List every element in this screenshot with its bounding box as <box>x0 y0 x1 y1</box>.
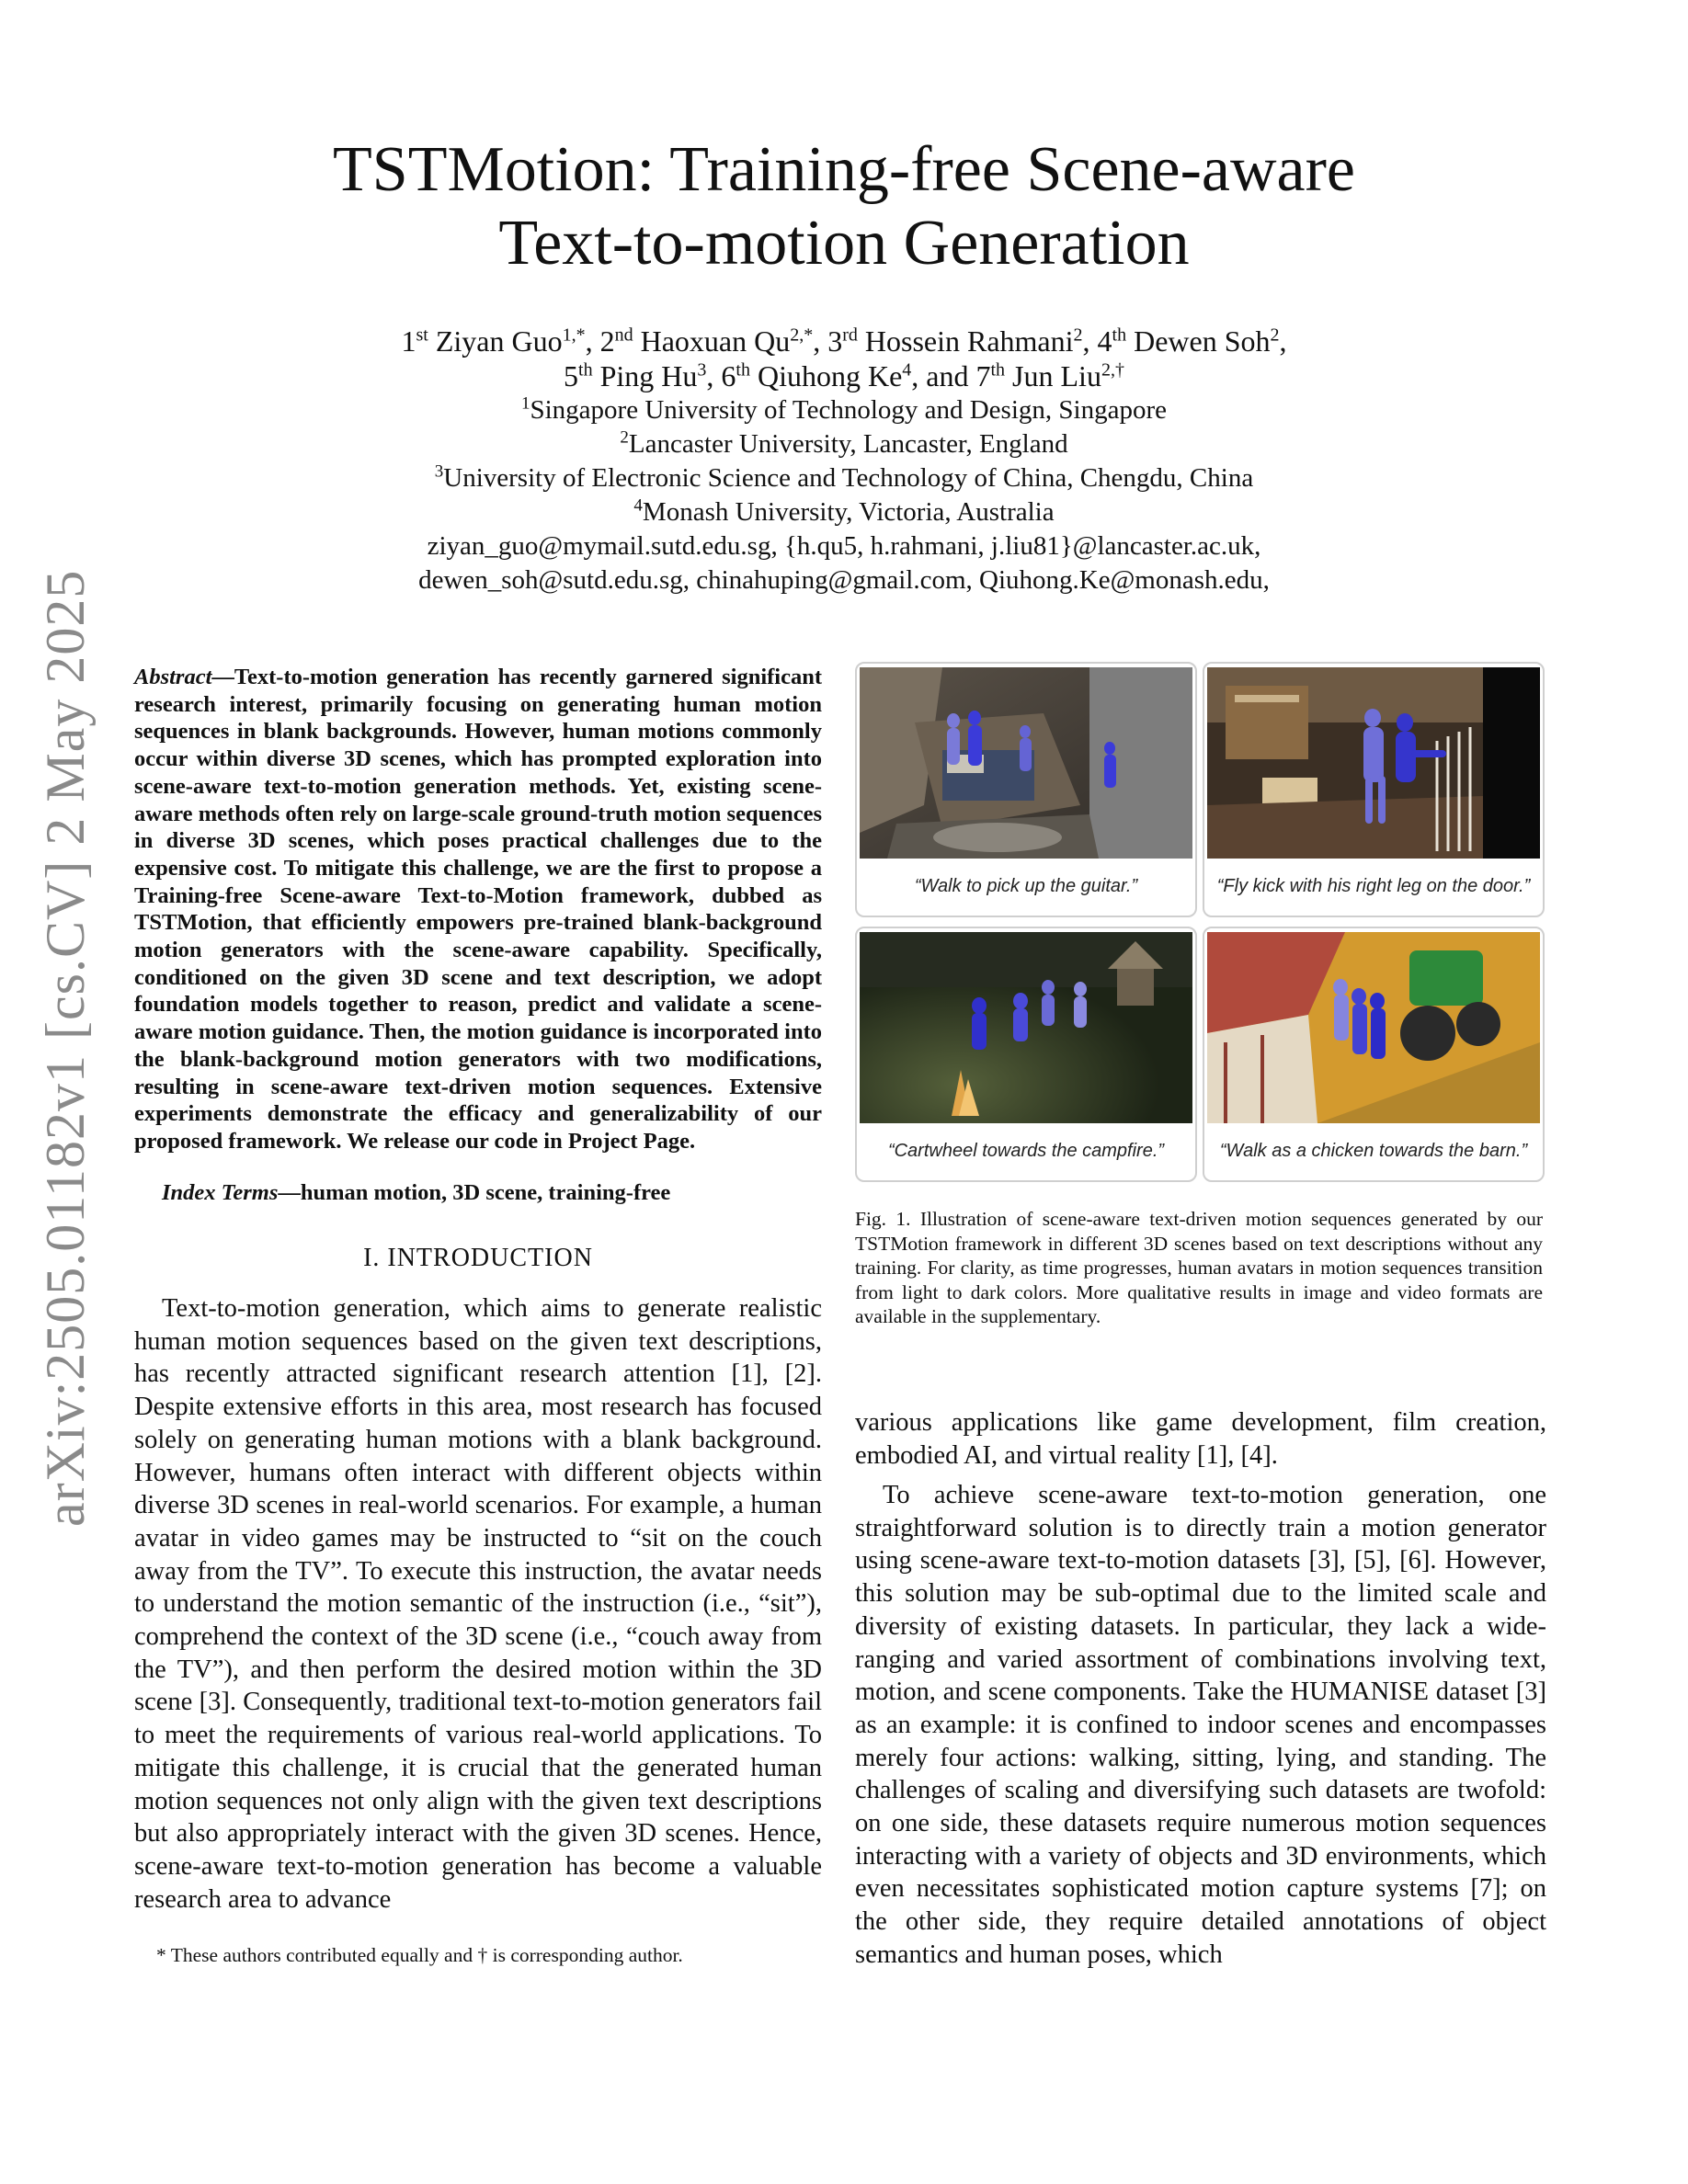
panel-caption: “Walk as a chicken towards the barn.” <box>1219 1141 1528 1161</box>
section-heading-introduction: I. INTRODUCTION <box>363 1244 593 1272</box>
affiliation-marker: 3 <box>697 359 707 381</box>
arxiv-side-stamp: arXiv:2505.01182v1 [cs.CV] 2 May 2025 <box>35 569 96 1527</box>
author-name: Ziyan Guo <box>428 324 563 358</box>
affiliation-marker: 2,* <box>790 324 814 346</box>
paper-title <box>0 133 1688 280</box>
author-ordinal: 1 <box>401 324 416 358</box>
footnote: * These authors contributed equally and † is corresponding author. <box>156 1944 683 1966</box>
affiliation-marker: 2 <box>1270 324 1280 346</box>
email-line-2[interactable]: dewen_soh@sutd.edu.sg, chinahuping@gmail.com, Qiuhong.Ke@monash.edu, <box>418 565 1270 595</box>
author-name: Jun Liu <box>1005 359 1101 392</box>
figure-1 <box>855 662 1546 1186</box>
affiliation-text: Singapore University of Technology and Design, Singapore <box>530 395 1167 425</box>
author-ordinal: , 4 <box>1082 324 1112 358</box>
right-column-paragraph-1: various applications like game development, film creation, embodied AI, and virtual reality [1], [4]. <box>855 1408 1546 1470</box>
author-name: Hossein Rahmani <box>857 324 1074 358</box>
scene-image-bedroom <box>860 667 1192 859</box>
author-name: Haoxuan Qu <box>633 324 791 358</box>
title-line-2: Text-to-motion Generation <box>498 208 1190 279</box>
panel-caption: “Fly kick with his right leg on the door.” <box>1216 876 1531 896</box>
author-ordinal: , 3 <box>813 324 843 358</box>
author-ordinal: , and 7 <box>911 359 991 392</box>
affiliation-4 <box>0 495 1688 529</box>
figure-panel-guitar <box>855 662 1197 917</box>
affiliation-number: 1 <box>520 393 530 414</box>
author-block <box>0 324 1688 597</box>
author-ordinal: 5 <box>564 359 579 392</box>
ordinal-suffix: rd <box>842 324 858 346</box>
index-terms <box>134 1179 822 1207</box>
panel-caption: “Walk to pick up the guitar.” <box>914 876 1138 896</box>
scene-image-barn <box>1207 932 1540 1123</box>
affiliation-text: University of Electronic Science and Technology of China, Chengdu, China <box>443 463 1254 493</box>
author-name: Qiuhong Ke <box>749 359 903 392</box>
figure-panel-chicken-walk <box>1203 927 1545 1182</box>
ordinal-suffix: nd <box>614 324 633 346</box>
affiliation-marker: 1,* <box>562 324 586 346</box>
scene-image-living-room <box>1207 667 1540 859</box>
right-column-paragraph-2: To achieve scene-aware text-to-motion generation, one straightforward solution is to directly train a motion generator using scene-aware text-to-motion datasets [3], [5], [6]. However, this solution may be sub-optimal due to the limited scale and diversity of existing datasets. In particular, they lack a wide-ranging and varied assortment of combinations involving text, motion, and scene components. Take the HUMANISE dataset [3] as an example: it is confined to indoor scenes and encompasses merely four actions: walking, sitting, lying, and standing. The challenges of scaling and diversifying such datasets are twofold: on one side, these datasets require numerous motion sequences interacting with a variety of objects and 3D environments, which even necessitates sophisticated motion capture systems [7]; on the other side, they require detailed annotations of object semantics and human poses, which <box>855 1481 1546 1969</box>
author-line-2 <box>0 358 1688 393</box>
figure-panel-fly-kick <box>1203 662 1545 917</box>
index-terms-text: —human motion, 3D scene, training-free <box>278 1180 671 1205</box>
panel-caption: “Cartwheel towards the campfire.” <box>887 1141 1165 1161</box>
ordinal-suffix: th <box>578 359 593 381</box>
affiliation-2 <box>0 427 1688 461</box>
ordinal-suffix: th <box>736 359 750 381</box>
affiliation-marker: 4 <box>902 359 912 381</box>
affiliation-number: 4 <box>633 495 643 516</box>
affiliation-marker: 2,† <box>1101 359 1124 381</box>
figure-panel-cartwheel <box>855 927 1197 1182</box>
author-line-1 <box>0 324 1688 358</box>
author-name: Ping Hu <box>592 359 698 392</box>
abstract-label: Abstract <box>134 665 212 689</box>
index-terms-label: Index Terms <box>162 1180 279 1205</box>
affiliation-number: 3 <box>434 461 444 482</box>
scene-image-campfire <box>860 932 1192 1123</box>
abstract <box>134 664 822 1155</box>
title-line-1: TSTMotion: Training-free Scene-aware <box>333 134 1355 205</box>
affiliation-number: 2 <box>620 427 629 448</box>
affiliation-3 <box>0 461 1688 495</box>
affiliation-marker: 2 <box>1073 324 1083 346</box>
author-separator: , <box>1279 324 1287 358</box>
abstract-text: —Text-to-motion generation has recently garnered significant research interest, primarily focusing on generating human motion sequences in blank backgrounds. However, human motions commonly occur within diverse 3D scenes, which has prompted exploration into scene-aware text-to-motion generation methods. Yet, existing scene-aware methods often rely on large-scale ground-truth motion sequences in diverse 3D scenes, which poses practical challenges due to the expensive cost. To mitigate this challenge, we are the first to propose a Training-free Scene-aware Text-to-Motion framework, dubbed as TSTMotion, that efficiently empowers pre-trained blank-background motion generators with the scene-aware capability. Specifically, conditioned on the given 3D scene and text description, we adopt foundation models together to reason, predict and validate a scene-aware motion guidance. Then, the motion guidance is incorporated into the blank-background motion generators with two modifications, resulting in scene-aware text-driven motion sequences. Extensive experiments demonstrate the efficacy and generalizability of our proposed framework. We release our code in Project Page. <box>134 665 822 1154</box>
affiliation-text: Monash University, Victoria, Australia <box>642 497 1055 527</box>
ordinal-suffix: th <box>990 359 1006 381</box>
affiliation-text: Lancaster University, Lancaster, England <box>628 429 1068 459</box>
ordinal-suffix: th <box>1112 324 1127 346</box>
figure-1-caption: Fig. 1. Illustration of scene-aware text-driven motion sequences generated by our TSTMotion framework in different 3D scenes based on text descriptions without any training. For clarity, as time progresses, human avatars in motion sequences transition from light to dark colors. More qualitative results in image and video formats are available in the supplementary. <box>855 1208 1543 1327</box>
intro-paragraph: Text-to-motion generation, which aims to generate realistic human motion sequences based on the given text descriptions, has recently attracted significant research attention [1], [2]. Despite extensive efforts in this area, most research has focused solely on generating human motions with a blank background. However, humans often interact with different objects within diverse 3D scenes in real-world scenarios. For example, a human avatar in video games may be instructed to “sit on the couch away from the TV”. To execute this instruction, the avatar needs to understand the motion semantic of the instruction (i.e., “sit”), comprehend the context of the 3D scene (i.e., “couch away from the TV”), and then perform the desired motion within the 3D scene [3]. Consequently, traditional text-to-motion generators fail to meet the requirements of various real-world applications. To mitigate this challenge, it is crucial that the generated human motion sequences not only align with the given text descriptions but also appropriately interact with the given 3D scenes. Hence, scene-aware text-to-motion generation has become a valuable research area to advance <box>134 1294 822 1914</box>
author-name: Dewen Soh <box>1126 324 1271 358</box>
affiliation-1 <box>0 393 1688 427</box>
author-ordinal: , 6 <box>706 359 736 392</box>
author-ordinal: , 2 <box>585 324 615 358</box>
ordinal-suffix: st <box>416 324 428 346</box>
email-line-1[interactable]: ziyan_guo@mymail.sutd.edu.sg, {h.qu5, h.rahmani, j.liu81}@lancaster.ac.uk, <box>427 531 1261 561</box>
